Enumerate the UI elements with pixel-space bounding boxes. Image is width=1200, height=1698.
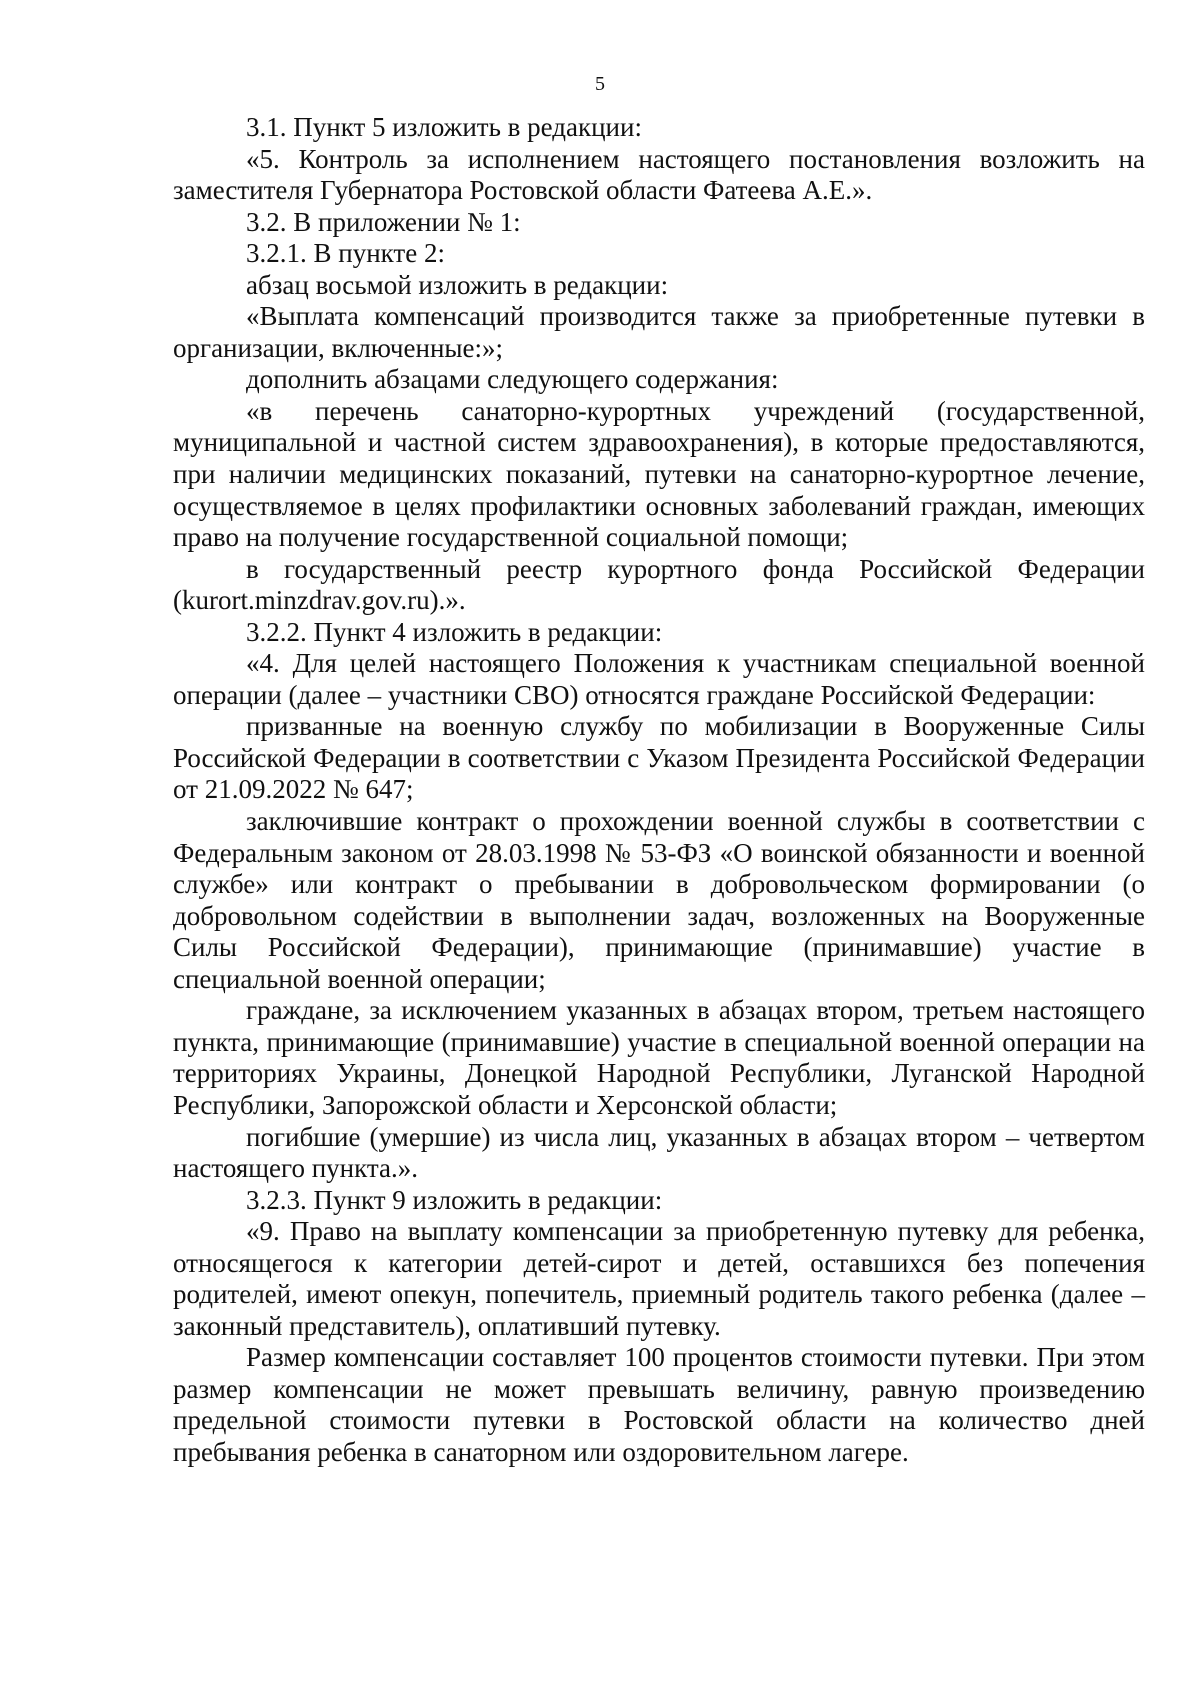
paragraph-6: «Выплата компенсаций производится также за приобретенные путевки в организации, включенные:»; — [173, 301, 1145, 363]
paragraph-8: «в перечень санаторно-курортных учреждений (государственной, муниципальной и частной систем здравоохранения), в которые предоставляются, при наличии медицинских показаний, путевки на санаторно-курортное лечение, осуществляемое в целях профилактики основных заболеваний граждан, имеющих право на получение государственной социальной помощи; — [173, 395, 1145, 553]
paragraph-3: 3.2. В приложении № 1: — [246, 206, 521, 237]
page-number: 5 — [595, 73, 605, 95]
paragraph-5: абзац восьмой изложить в редакции: — [246, 269, 669, 300]
paragraph-18: Размер компенсации составляет 100 процентов стоимости путевки. При этом размер компенсации не может превышать величину, равную произведению предельной стоимости путевки в Ростовской области на количество дней пребывания ребенка в санаторном или оздоровительном лагере. — [173, 1342, 1145, 1467]
paragraph-9: в государственный реестр курортного фонда Российской Федерации (kurort.minzdrav.gov.ru).». — [173, 553, 1145, 616]
paragraph-13: заключившие контракт о прохождении военной службы в соответствии с Федеральным законом от 28.03.1998 № 53-ФЗ «О воинской обязанности и военной службе» или контракт о пребывании в добровольческом формировании (о добровольном содействии в выполнении задач, возложенных на Вооруженные Силы Российской Федерации), принимающие (принимавшие) участие в специальной военной операции; — [173, 806, 1145, 994]
paragraph-14: граждане, за исключением указанных в абзацах втором, третьем настоящего пункта, принимающие (принимавшие) участие в специальной военной операции на территориях Украины, Донецкой Народной Республики, Луганской Народной Республики, Запорожской области и Херсонской области; — [173, 995, 1145, 1120]
paragraph-4: 3.2.1. В пункте 2: — [246, 238, 445, 269]
paragraph-10: 3.2.2. Пункт 4 изложить в редакции: — [246, 616, 663, 647]
paragraph-16: 3.2.3. Пункт 9 изложить в редакции: — [246, 1184, 663, 1215]
paragraph-2: «5. Контроль за исполнением настоящего постановления возложить на заместителя Губернатора Ростовской области Фатеева А.Е.». — [173, 143, 1145, 206]
paragraph-17: «9. Право на выплату компенсации за приобретенную путевку для ребенка, относящегося к категории детей-сирот и детей, оставшихся без попечения родителей, имеют опекун, попечитель, приемный родитель такого ребенка (далее – законный представитель), оплативший путевку. — [173, 1216, 1145, 1341]
paragraph-15: погибшие (умершие) из числа лиц, указанных в абзацах втором – четвертом настоящего пункта.». — [173, 1121, 1145, 1184]
paragraph-12: призванные на военную службу по мобилизации в Вооруженные Силы Российской Федерации в соответствии с Указом Президента Российской Федерации от 21.09.2022 № 647; — [173, 711, 1145, 805]
paragraph-11: «4. Для целей настоящего Положения к участникам специальной военной операции (далее – участники СВО) относятся граждане Российской Федерации: — [173, 648, 1145, 710]
paragraph-7: дополнить абзацами следующего содержания: — [246, 364, 779, 395]
paragraph-1: 3.1. Пункт 5 изложить в редакции: — [246, 112, 642, 142]
document-body — [173, 112, 1145, 1469]
